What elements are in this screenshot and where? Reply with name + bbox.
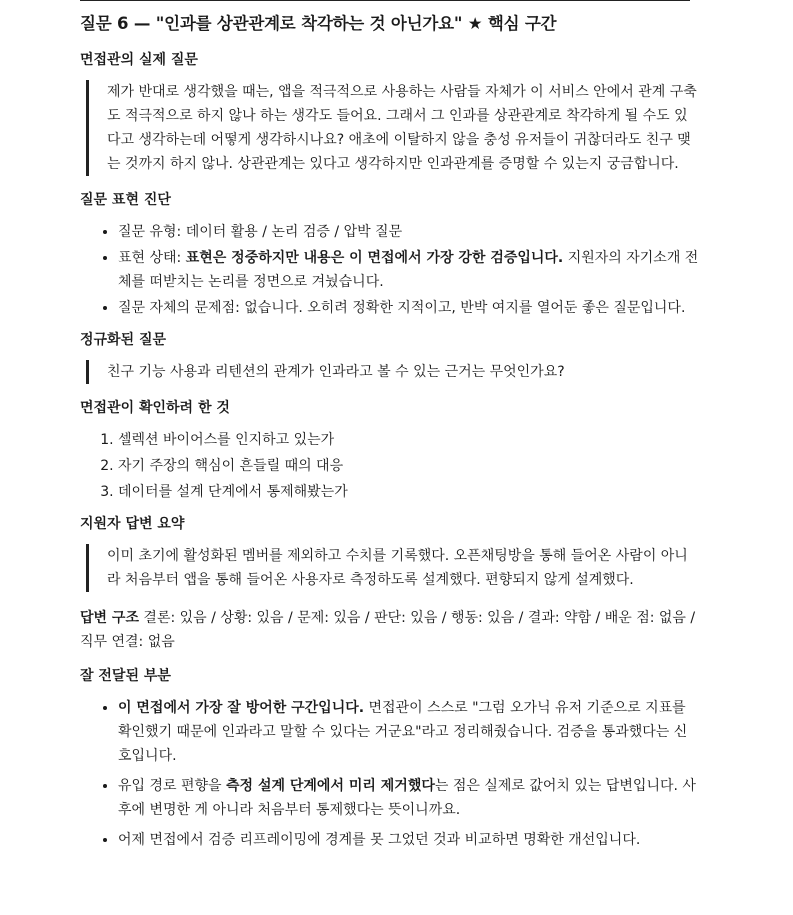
heading-normalized: 정규화된 질문 <box>80 332 167 348</box>
list-item: • 유입 경로 편향을 측정 설계 단계에서 미리 제거했다는 점은 실제로 값어치 있는 답변입니다. 사후에 변명한 게 아니라 처음부터 통제했다는 뜻이니까요. <box>118 774 700 822</box>
list-item: • 이 면접에서 가장 잘 방어한 구간입니다. 면접관이 스스로 "그럼 오가닉 유저 기준으로 지표를 확인했기 때문에 인과라고 말할 수 있다는 거군요"라고 정리해줬습니다. 검증을 통과했다는 신호입니다. <box>118 696 700 768</box>
heading-diagnosis: 질문 표현 진단 <box>80 192 171 208</box>
list-item: 2. 자기 주장의 핵심이 흔들릴 때의 대응 <box>118 454 700 478</box>
heading-intent: 면접관이 확인하려 한 것 <box>80 400 230 416</box>
list-item: • 질문 자체의 문제점: 없습니다. 오히려 정확한 지적이고, 반박 여지를 열어둔 좋은 질문입니다. <box>118 296 700 320</box>
document-body <box>80 12 700 862</box>
list-item: • 어제 면접에서 검증 리프레이밍에 경계를 못 그었던 것과 비교하면 명확한 개선입니다. <box>118 828 700 852</box>
list-item: • 표현 상태: 표현은 정중하지만 내용은 이 면접에서 가장 강한 검증입니다. 지원자의 자기소개 전체를 떠받치는 논리를 정면으로 겨눴습니다. <box>118 246 700 294</box>
list-item: 1. 셀렉션 바이어스를 인지하고 있는가 <box>118 428 700 452</box>
list-item: 3. 데이터를 설계 단계에서 통제해봤는가 <box>118 480 700 504</box>
answer-structure: 답변 구조 결론: 있음 / 상황: 있음 / 문제: 있음 / 판단: 있음 / 행동: 있음 / 결과: 약함 / 배운 점: 없음 / 직무 연결: 없음 <box>80 610 696 650</box>
heading-real-question: 면접관의 실제 질문 <box>80 52 198 68</box>
top-rule <box>80 0 690 1</box>
strengths-list <box>80 696 700 852</box>
intent-list <box>80 428 700 504</box>
real-question-quote: 제가 반대로 생각했을 때는, 앱을 적극적으로 사용하는 사람들 자체가 이 서비스 안에서 관계 구축도 적극적으로 하지 않나 하는 생각도 들어요. 그래서 그 인과를 상관관계로 착각하게 될 수도 있다고 생각하는데 어떻게 생각하시나요? 애초에 이탈하지 않을 충성 유저들이 귀찮더라도 친구 맺는 것까지 하지 않나. 상관관계는 있다고 생각하지만 인과관계를 증명할 수 있는지 궁금합니다. <box>86 80 700 176</box>
diagnosis-list <box>80 220 700 320</box>
normalized-question-quote: 친구 기능 사용과 리텐션의 관계가 인과라고 볼 수 있는 근거는 무엇인가요? <box>86 360 700 384</box>
heading-strengths: 잘 전달된 부분 <box>80 668 171 684</box>
heading-answer-summary: 지원자 답변 요약 <box>80 516 185 532</box>
page-title: 질문 6 — "인과를 상관관계로 착각하는 것 아닌가요" ★ 핵심 구간 <box>80 14 557 33</box>
answer-summary-quote: 이미 초기에 활성화된 멤버를 제외하고 수치를 기록했다. 오픈채팅방을 통해 들어온 사람이 아니라 처음부터 앱을 통해 들어온 사용자로 측정하도록 설계했다. 편향되지 않게 설계했다. <box>86 544 700 592</box>
list-item: • 질문 유형: 데이터 활용 / 논리 검증 / 압박 질문 <box>118 220 700 244</box>
